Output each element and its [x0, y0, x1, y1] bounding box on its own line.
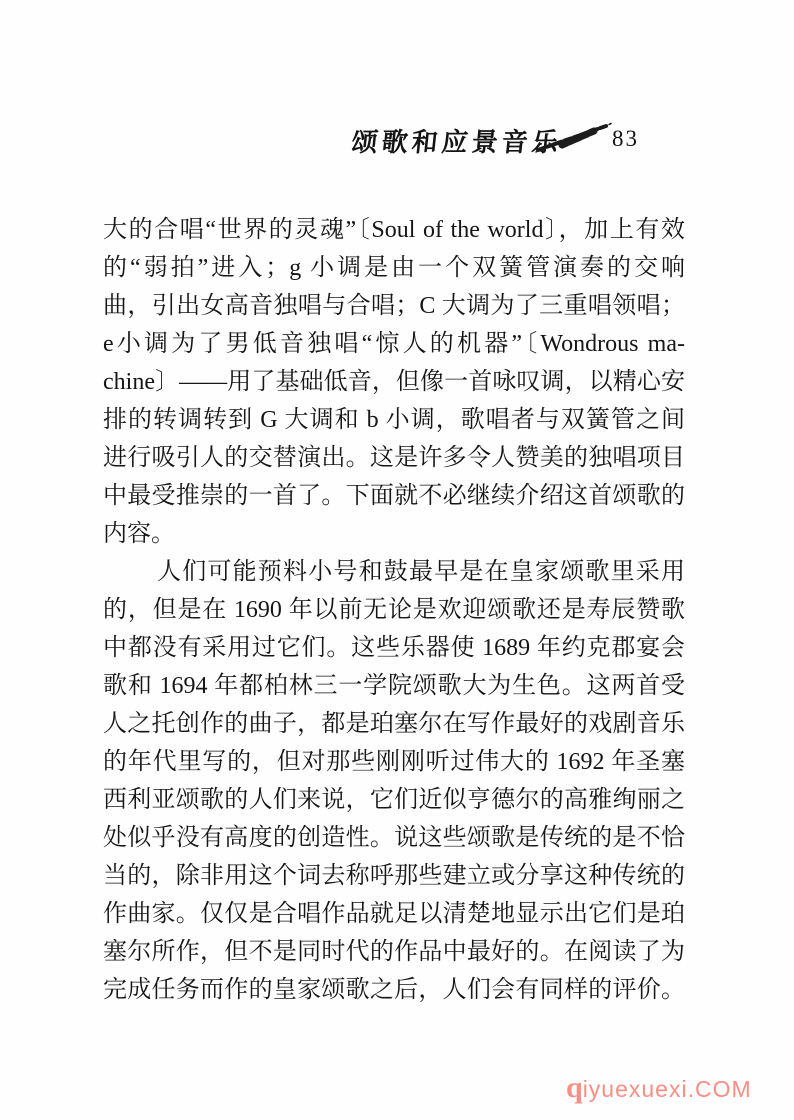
text-line-paragraph-start: 人们可能预料小号和鼓最早是在皇家颂歌里采用 [157, 559, 685, 585]
text-line: 的年代里写的，但对那些刚刚听过伟大的 1692 年圣塞 [103, 749, 685, 775]
brush-stroke-icon [532, 118, 616, 156]
page-number: 83 [612, 126, 639, 151]
text-line: 进行吸引人的交替演出。这是许多令人赞美的独唱项目 [103, 445, 685, 471]
text-line: 当的，除非用这个词去称呼那些建立或分享这种传统的 [103, 863, 685, 889]
watermark-initial: q [566, 1071, 583, 1104]
text-line: 曲，引出女高音独唱与合唱；C 大调为了三重唱领唱； [103, 293, 685, 319]
text-line: 西利亚颂歌的人们来说，它们近似亨德尔的高雅绚丽之 [103, 787, 685, 813]
text-line: 完成任务而作的皇家颂歌之后，人们会有同样的评价。 [103, 977, 685, 1003]
running-head [0, 116, 794, 160]
text-line: 大的合唱“世界的灵魂”〔Soul of the world〕，加上有效 [103, 217, 685, 243]
text-line: 的，但是在 1690 年以前无论是欢迎颂歌还是寿辰赞歌 [103, 597, 685, 623]
text-line: 塞尔所作，但不是同时代的作品中最好的。在阅读了为 [103, 939, 685, 965]
text-line: 的“弱拍”进入；g 小调是由一个双簧管演奏的交响 [103, 255, 685, 281]
text-line: 作曲家。仅仅是合唱作品就足以清楚地显示出它们是珀 [103, 901, 685, 927]
site-watermark [566, 1068, 786, 1108]
text-line: chine〕——用了基础低音，但像一首咏叹调，以精心安 [103, 369, 685, 395]
text-line: 中都没有采用过它们。这些乐器使 1689 年约克郡宴会 [103, 635, 685, 661]
text-line: 中最受推崇的一首了。下面就不必继续介绍这首颂歌的 [103, 483, 685, 509]
text-line: 内容。 [103, 521, 175, 547]
text-line: e小调为了男低音独唱“惊人的机器”〔Wondrous ma- [103, 331, 685, 357]
text-line: 排的转调转到 G 大调和 b 小调，歌唱者与双簧管之间 [103, 407, 685, 433]
body-text [103, 211, 685, 1009]
text-line: 人之托创作的曲子，都是珀塞尔在写作最好的戏剧音乐 [103, 711, 685, 737]
chapter-title: 颂歌和应景音乐 [350, 128, 564, 157]
text-line: 歌和 1694 年都柏林三一学院颂歌大为生色。这两首受 [103, 673, 685, 699]
text-line: 处似乎没有高度的创造性。说这些颂歌是传统的是不恰 [103, 825, 685, 851]
watermark-text: iyuexuexi.COM [582, 1076, 752, 1102]
